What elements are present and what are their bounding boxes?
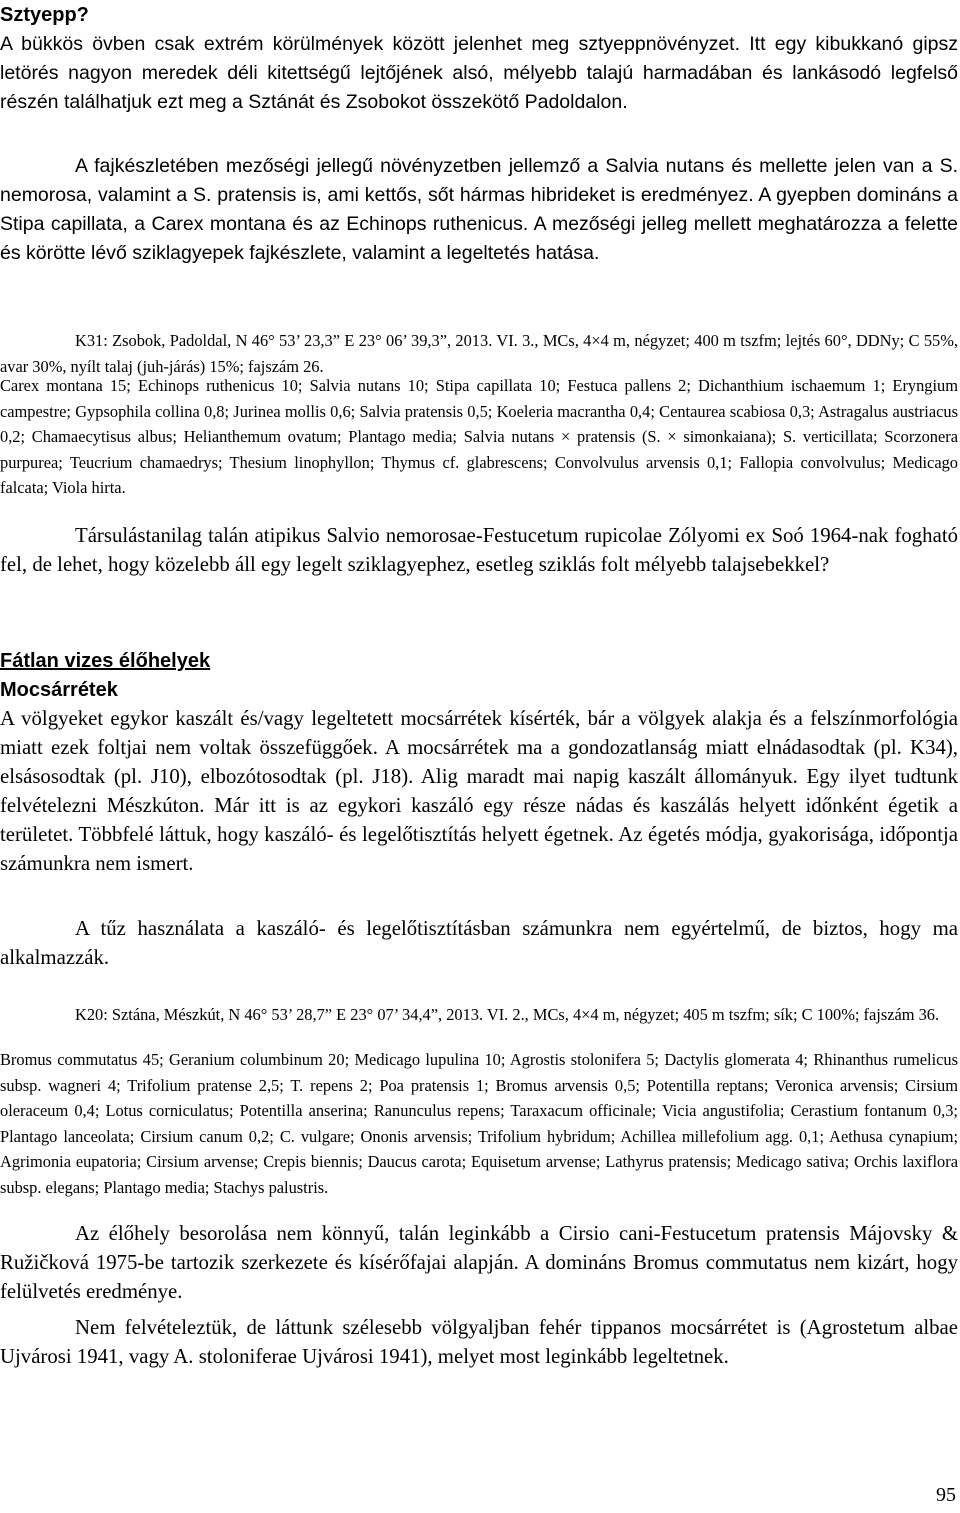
releve-header-k31: K31: Zsobok, Padoldal, N 46° 53’ 23,3” E 23° 06’ 39,3”, 2013. VI. 3., MCs, 4×4 m, négyzet; 400 m tszfm; lejtés 60°, DDNy; C 55%, avar 30%, nyílt talaj (juh-járás) 15%; fajszám 26.: [0, 331, 958, 376]
paragraph-steppe-species: A fajkészletében mezőségi jellegű növényzetben jellemző a Salvia nutans és mellette jelen van a S. nemorosa, valamint a S. pratensis is, ami kettős, sőt hármas hibrideket is eredményez. A gyepben domináns a Stipa capillata, a Carex montana és az Echinops ruthenicus. A mezőségi jelleg mellett meghatározza a felette és körötte lévő sziklagyepek fajkészlete, valamint a legeltetés hatása.: [0, 155, 958, 264]
releve-species-k31: Carex montana 15; Echinops ruthenicus 10; Salvia nutans 10; Stipa capillata 10; Festuca pallens 2; Dichanthium ischaemum 1; Eryngium campestre; Gypsophila collina 0,8; Jurinea mollis 0,6; Salvia pratensis 0,5; Koeleria macrantha 0,4; Centaurea scabiosa 0,3; Astragalus austriacus 0,2; Chamaecytisus albus; Helianthemum ovatum; Plantago media; Salvia nutans × pratensis (S. × simonkaiana); S. verticillata; Scorzonera purpurea; Teucrium chamaedrys; Thesium linophyllon; Thymus cf. glabrescens; Convolvulus arvensis 0,1; Fallopia convolvulus; Medicago falcata; Viola hirta.: [0, 376, 958, 497]
paragraph-steppe-classification: Társulástanilag talán atipikus Salvio nemorosae-Festucetum rupicolae Zólyomi ex Soó 1964-nak fogható fel, de lehet, hogy közelebb áll egy legelt sziklagyephez, esetleg sziklás folt mélyebb talajsebekkel?: [0, 524, 958, 576]
page-number: 95: [936, 1484, 956, 1506]
section-title-mocsarretek: Mocsárrétek: [0, 679, 118, 701]
section-heading-wet-habitats: Fátlan vizes élőhelyek: [0, 650, 211, 672]
paragraph-marsh-meadows: A völgyeket egykor kaszált és/vagy legeltetett mocsárrétek kísérték, bár a völgyek alakja és a felszínmorfológia miatt ezek foltjai nem voltak összefüggőek. A mocsárrétek ma a gondozatlanság miatt elnádasodtak (pl. K34), elsásosodtak (pl. J10), elbozótosodtak (pl. J18). Alig maradt mai napig kaszált állományuk. Egy ilyet tudtunk felvételezni Mészkúton. Már itt is az egykori kaszáló egy része nádas és kaszálás helyett időnként égetik a területet. Többfelé láttuk, hogy kaszáló- és legelőtisztítás helyett égetnek. Az égetés módja, gyakorisága, időpontja számunkra nem ismert.: [0, 707, 958, 875]
section-title-sztyepp: Sztyepp?: [0, 4, 89, 26]
paragraph-marsh-classification: Az élőhely besorolása nem könnyű, talán leginkább a Cirsio cani-Festucetum pratensis Májovsky & Ružičková 1975-be tartozik szerkezete és kísérőfajai alapján. A domináns Bromus commutatus nem kizárt, hogy felülvetés eredménye.: [0, 1222, 958, 1303]
paragraph-steppe-intro: A bükkös övben csak extrém körülmények között jelenhet meg sztyeppnövényzet. Itt egy kibukkanó gipsz letörés nagyon meredek déli kitettségű lejtőjének alsó, mélyebb talajú harmadában és lankásodó legfelső részén találhatjuk ezt meg a Sztánát és Zsobokot összekötő Padoldalon.: [0, 33, 958, 113]
paragraph-agrostetum: Nem felvételeztük, de láttunk szélesebb völgyaljban fehér tippanos mocsárrétet is (Agrostetum albae Ujvárosi 1941, vagy A. stoloniferae Ujvárosi 1941), melyet most leginkább legeltetnek.: [0, 1316, 958, 1368]
paragraph-fire-use: A tűz használata a kaszáló- és legelőtisztításban számunkra nem egyértelmű, de biztos, hogy ma alkalmazzák.: [0, 917, 958, 969]
releve-species-k20: Bromus commutatus 45; Geranium columbinum 20; Medicago lupulina 10; Agrostis stolonifera 5; Dactylis glomerata 4; Rhinanthus rumelicus subsp. wagneri 4; Trifolium pratense 2,5; T. repens 2; Poa pratensis 1; Bromus arvensis 0,5; Potentilla reptans; Veronica arvensis; Cirsium oleraceum 0,4; Lotus corniculatus; Potentilla anserina; Ranunculus repens; Taraxacum officinale; Vicia angustifolia; Cerastium fontanum 0,3; Plantago lanceolata; Cirsium canum 0,2; C. vulgare; Ononis arvensis; Trifolium hybridum; Achillea millefolium agg. 0,1; Aethusa cynapium; Agrimonia eupatoria; Cirsium arvense; Crepis biennis; Daucus carota; Equisetum arvense; Lathyrus pratensis; Medicago sativa; Orchis laxiflora subsp. elegans; Plantago media; Stachys palustris.: [0, 1050, 958, 1197]
releve-header-k20: K20: Sztána, Mészkút, N 46° 53’ 28,7” E 23° 07’ 34,4”, 2013. VI. 2., MCs, 4×4 m, négyzet; 405 m tszfm; sík; C 100%; fajszám 36.: [75, 1005, 940, 1024]
